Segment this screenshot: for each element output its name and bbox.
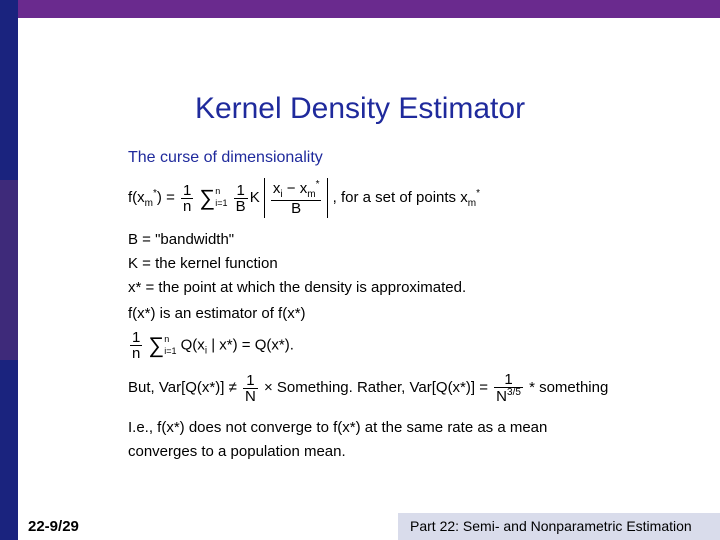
- eq1-lhs: f(x: [128, 188, 145, 206]
- estimator-line: f(x*) is an estimator of f(x*): [128, 305, 306, 322]
- xstar-def: x* = the point at which the density is approximated.: [128, 279, 467, 296]
- one-over-b: $\frac{1}{B}$: [235, 181, 246, 215]
- variance-line: But, Var[Q(x*)] ≠ $\frac{1}{N}$ × Something. Rather, Var[Q(x*)] = $\frac{1}{N^{3/5}}$ * something: [128, 371, 609, 405]
- kernel-argument: $\frac{x_i - x_m^*}{B}$: [264, 178, 329, 218]
- slide-subtitle: The curse of dimensionality: [128, 149, 323, 166]
- left-accent-bar: [0, 0, 18, 540]
- slide-title: Kernel Density Estimator: [194, 92, 526, 125]
- sum-symbol: ∑: [199, 185, 216, 210]
- slide-number: 22-9/29: [28, 518, 79, 535]
- bandwidth-def: B = "bandwidth": [128, 231, 235, 248]
- kernel-def: K = the kernel function: [128, 255, 278, 272]
- top-accent-bar: [0, 0, 720, 18]
- q-average-formula: $\frac{1}{n}$ ∑n i=1 $Q(x_i$ | x*) = Q(x*).: [132, 329, 294, 362]
- footer-caption: Part 22: Semi- and Nonparametric Estimation: [398, 513, 720, 540]
- kde-formula: $f(x_m^*)$ = $\frac{1}{n}$ ∑n i=1 $\frac{1}{B}$ K $\frac{x_i - x_m^*}{B}$ , for a set of points $x_m^*$: [128, 179, 480, 217]
- left-accent-segment: [0, 180, 18, 360]
- convergence-line: I.e., f(x*) does not converge to f(x*) at the same rate as a mean: [128, 419, 548, 436]
- one-over-n: $\frac{1}{n}$: [183, 181, 192, 215]
- converges-line: converges to a population mean.: [128, 443, 346, 460]
